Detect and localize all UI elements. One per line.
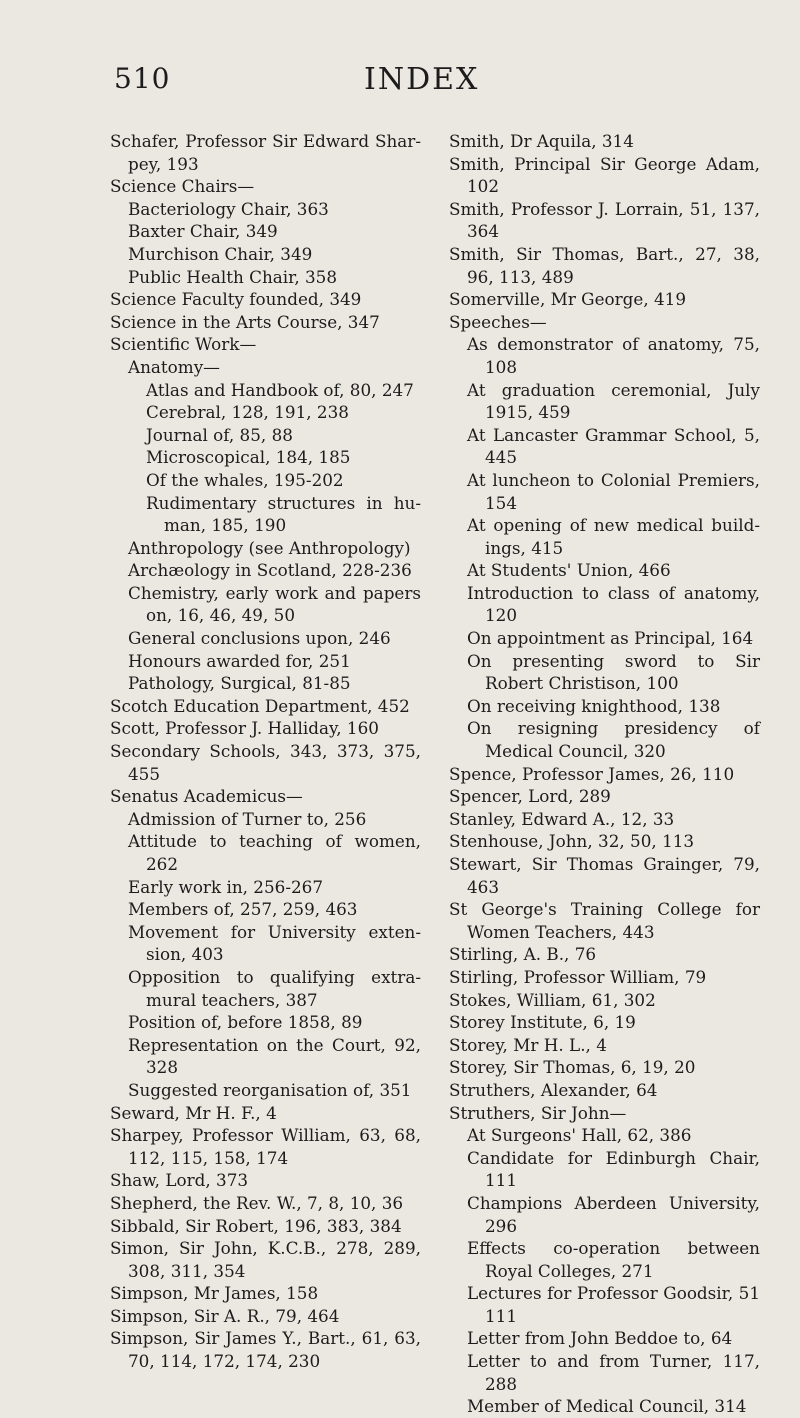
index-entry: Stirling, Professor William, 79 (449, 966, 707, 987)
index-entry: Anthropology (see Anthropology) (128, 537, 411, 558)
index-entry: Suggested reorganisation of, 351 (128, 1079, 412, 1100)
index-entry: Shaw, Lord, 373 (110, 1170, 249, 1191)
index-entry: Struthers, Alexander, 64 (449, 1079, 658, 1100)
index-entry: At luncheon to Colonial Premiers, 154 (467, 469, 760, 513)
index-entry: At opening of new medical build-ings, 415 (467, 515, 760, 558)
index-entry: Smith, Dr Aquila, 314 (449, 131, 634, 151)
index-entry: On appointment as Principal, 164 (467, 628, 754, 649)
index-entry: On receiving knighthood, 138 (467, 695, 721, 716)
left-column (110, 130, 421, 1418)
index-entry: Storey, Mr H. L., 4 (449, 1034, 607, 1055)
index-entry: Anatomy— (128, 356, 220, 377)
index-entry: Science Chairs— (110, 176, 255, 197)
index-entry: Seward, Mr H. F., 4 (110, 1102, 277, 1123)
index-entry: Introduction to class of anatomy, 120 (467, 582, 760, 626)
index-entry: On resigning presidency of Medical Council, 320 (467, 718, 760, 762)
index-entry: Bacteriology Chair, 363 (128, 198, 329, 219)
index-entry: Scotch Education Department, 452 (110, 695, 410, 716)
index-entry: Smith, Sir Thomas, Bart., 27, 38, 96, 113, 489 (449, 243, 760, 287)
index-entry: Stanley, Edward A., 12, 33 (449, 808, 675, 829)
index-entry: Murchison Chair, 349 (128, 243, 313, 264)
index-entry: Microscopical, 184, 185 (146, 447, 351, 468)
index-entry: Baxter Chair, 349 (128, 221, 278, 242)
index-entry: Honours awarded for, 251 (128, 650, 351, 671)
index-entry: Attitude to teaching of women, 262 (128, 831, 421, 874)
index-entry: Opposition to qualifying extra-mural teachers, 387 (128, 966, 421, 1010)
index-entry: Cerebral, 128, 191, 238 (146, 402, 349, 423)
index-entry: Members of, 257, 259, 463 (128, 899, 358, 920)
index-entry: Storey, Sir Thomas, 6, 19, 20 (449, 1057, 696, 1078)
running-head: INDEX (364, 62, 480, 97)
index-entry: Archæology in Scotland, 228-236 (128, 560, 412, 581)
index-entry: Stewart, Sir Thomas Grainger, 79, 463 (449, 854, 760, 897)
index-entry: Pathology, Surgical, 81-85 (128, 673, 351, 694)
index-entry: Atlas and Handbook of, 80, 247 (146, 379, 414, 400)
right-column (449, 130, 760, 1418)
index-entry: Admission of Turner to, 256 (128, 808, 367, 829)
index-entry: On presenting sword to Sir Robert Christison, 100 (467, 650, 760, 694)
index-entry: At Surgeons' Hall, 62, 386 (467, 1125, 692, 1146)
index-entry: Sibbald, Sir Robert, 196, 383, 384 (110, 1215, 402, 1236)
index-entry: General conclusions upon, 246 (128, 628, 391, 649)
index-entry: Simpson, Mr James, 158 (110, 1283, 319, 1304)
index-entry: Sharpey, Professor William, 63, 68, 112, 115, 158, 174 (110, 1125, 421, 1168)
index-entry: Smith, Principal Sir George Adam, 102 (449, 153, 760, 197)
index-entry: Candidate for Edinburgh Chair, 111 (467, 1147, 760, 1191)
page-header (114, 62, 686, 102)
index-entry: Spencer, Lord, 289 (449, 786, 611, 807)
index-entry: At Students' Union, 466 (467, 560, 671, 581)
index-entry: Champions Aberdeen University, 296 (467, 1192, 760, 1236)
index-entry: Senatus Academicus— (110, 786, 303, 807)
index-entry: Simpson, Sir A. R., 79, 464 (110, 1305, 340, 1326)
index-entry: Movement for University exten-sion, 403 (128, 921, 421, 965)
index-entry: Schafer, Professor Sir Edward Shar-pey, 193 (110, 131, 421, 174)
index-entry: Somerville, Mr George, 419 (449, 289, 687, 310)
index-entry: Position of, before 1858, 89 (128, 1012, 363, 1033)
index-entry: Public Health Chair, 358 (128, 266, 338, 287)
index-entry: Member of Medical Council, 314 (467, 1396, 747, 1417)
index-entry: Of the whales, 195-202 (146, 469, 344, 490)
index-entry: Speeches— (449, 311, 547, 332)
index-entry: Representation on the Court, 92, 328 (128, 1034, 421, 1078)
index-entry: Stokes, William, 61, 302 (449, 989, 656, 1010)
index-entry: At Lancaster Grammar School, 5, 445 (467, 424, 760, 468)
index-entry: Lectures for Professor Goodsir, 51 111 (467, 1283, 760, 1326)
index-entry: Storey Institute, 6, 19 (449, 1012, 636, 1033)
page-number: 510 (114, 62, 171, 95)
index-entry: Smith, Professor J. Lorrain, 51, 137, 364 (449, 198, 760, 242)
index-entry: Early work in, 256-267 (128, 876, 324, 897)
index-entry: Journal of, 85, 88 (146, 424, 293, 445)
index-entry: Effects co-operation between Royal Colleges, 271 (467, 1238, 760, 1281)
index-entry: Stirling, A. B., 76 (449, 944, 597, 965)
index-entry: Shepherd, the Rev. W., 7, 8, 10, 36 (110, 1192, 404, 1213)
index-entry: As demonstrator of anatomy, 75, 108 (467, 334, 760, 377)
index-entry: Science Faculty founded, 349 (110, 289, 362, 310)
index-entry: Simon, Sir John, K.C.B., 278, 289, 308, 311, 354 (110, 1238, 421, 1281)
index-entry: St George's Training College for Women Teachers, 443 (449, 899, 760, 942)
index-entry: Struthers, Sir John— (449, 1102, 627, 1123)
index-entry: Chemistry, early work and papers on, 16, 46, 49, 50 (128, 582, 421, 626)
index-entry: Letter from John Beddoe to, 64 (467, 1328, 733, 1349)
index-entry: Rudimentary structures in hu-man, 185, 190 (146, 492, 421, 536)
index-entry: Stenhouse, John, 32, 50, 113 (449, 831, 695, 852)
index-entry: Science in the Arts Course, 347 (110, 311, 380, 332)
index-entry: Scientific Work— (110, 334, 257, 355)
index-entry: Scott, Professor J. Halliday, 160 (110, 718, 379, 739)
index-entry: Letter to and from Turner, 117, 288 (467, 1351, 760, 1394)
index-entry: At graduation ceremonial, July 1915, 459 (467, 379, 760, 423)
index-entry: Spence, Professor James, 26, 110 (449, 763, 735, 784)
index-entry: Simpson, Sir James Y., Bart., 61, 63, 70, 114, 172, 174, 230 (110, 1328, 421, 1372)
index-columns (110, 130, 760, 1418)
index-entry: Secondary Schools, 343, 373, 375, 455 (110, 741, 421, 784)
